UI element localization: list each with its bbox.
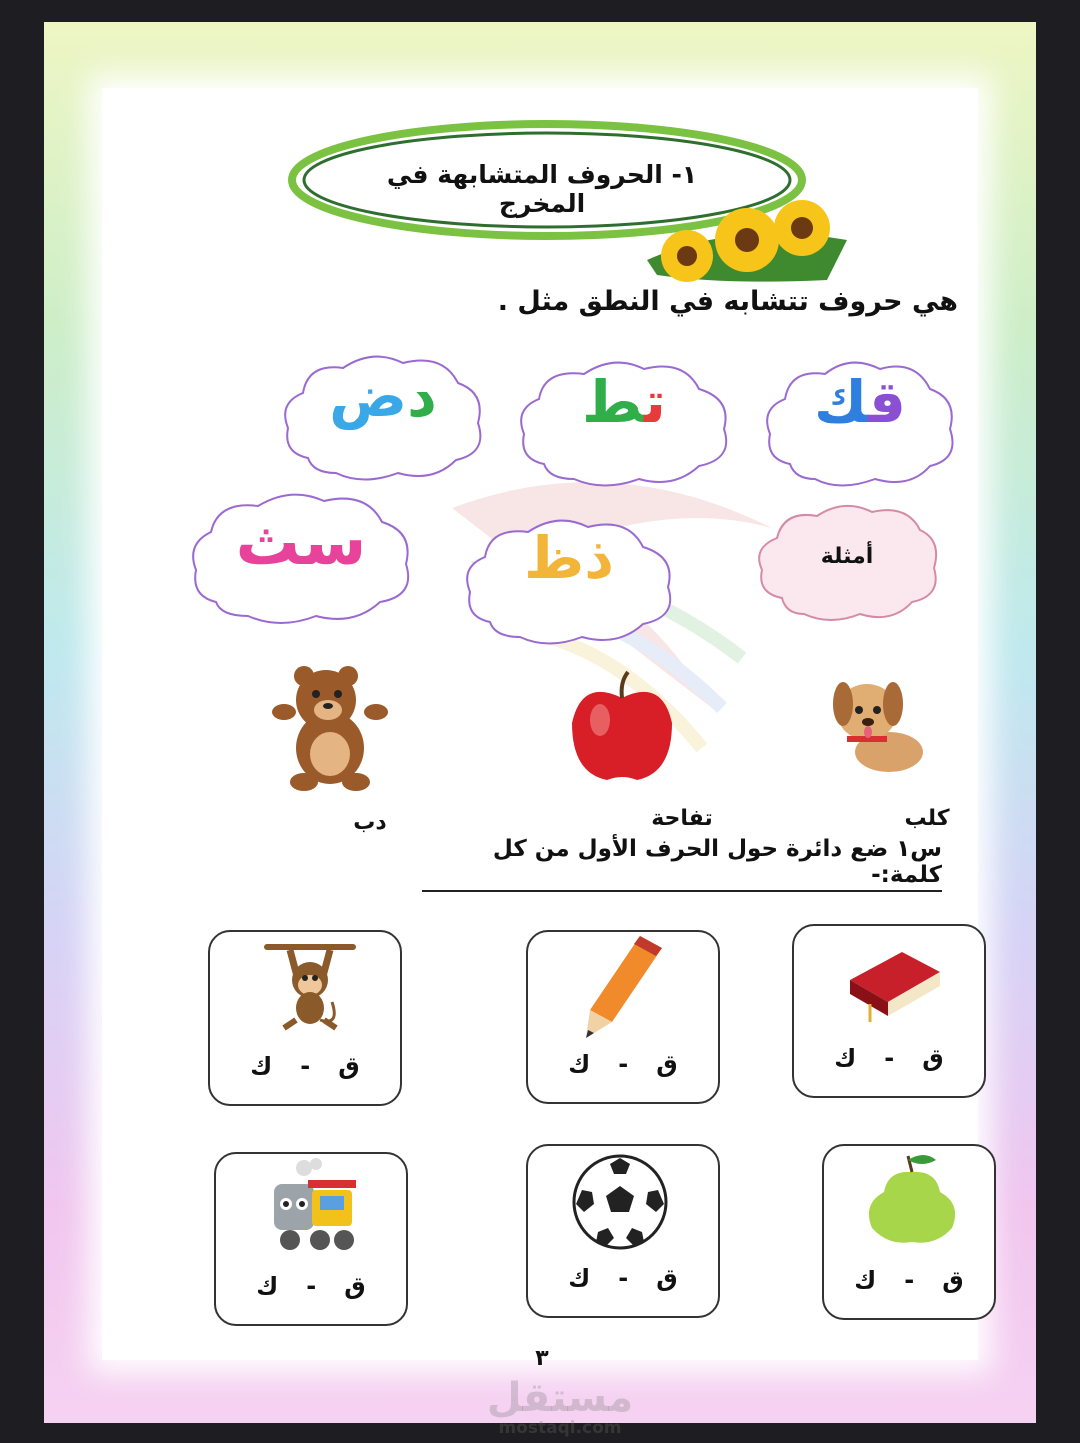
apple-icon: [562, 668, 682, 788]
soccer-ball-icon: [570, 1152, 670, 1252]
letter-dal: د: [407, 362, 437, 430]
letter-thal: ذ: [584, 524, 614, 592]
examples-label: أمثلة: [820, 544, 874, 569]
page-title: ١- الحروف المتشابهة في المخرج: [386, 160, 698, 218]
rainbow-frame: [44, 22, 1036, 1438]
bear-icon: [270, 656, 390, 794]
choice-kaf[interactable]: ك: [250, 1052, 273, 1080]
letter-qaf: ق: [868, 368, 906, 436]
choice-separator: -: [904, 1266, 915, 1294]
choice-row: [794, 1044, 984, 1072]
pear-icon: [858, 1150, 966, 1246]
letter-pair-thal-dha: [472, 524, 666, 592]
choice-row: [216, 1272, 406, 1300]
choice-qaf[interactable]: ق: [656, 1050, 678, 1078]
choice-kaf[interactable]: ك: [834, 1044, 857, 1072]
choice-separator: -: [884, 1044, 895, 1072]
question-1: س١ ضع دائرة حول الحرف الأول من كل كلمة:-: [422, 836, 942, 892]
choice-qaf[interactable]: ق: [922, 1044, 944, 1072]
letter-kaf: ك: [814, 368, 869, 436]
intro-text: هي حروف تتشابه في النطق مثل .: [497, 286, 958, 317]
book-icon: [840, 942, 944, 1024]
choice-kaf[interactable]: ك: [568, 1050, 591, 1078]
choice-separator: -: [300, 1052, 311, 1080]
choice-qaf[interactable]: ق: [656, 1264, 678, 1292]
exercise-card-monkey: [208, 930, 402, 1106]
choice-qaf[interactable]: ق: [338, 1052, 360, 1080]
letter-sin: س: [303, 506, 367, 580]
choice-qaf[interactable]: ق: [942, 1266, 964, 1294]
letter-tta: ط: [582, 368, 645, 436]
choice-kaf[interactable]: ك: [568, 1264, 591, 1292]
letter-dad: ض: [329, 362, 408, 430]
choice-row: [824, 1266, 994, 1294]
example-word-bear: دب: [353, 810, 387, 835]
letter-tha: ث: [235, 506, 304, 580]
letter-pair-sin-tha: [198, 506, 404, 580]
choice-separator: -: [618, 1264, 629, 1292]
choice-row: [528, 1050, 718, 1078]
choice-row: [210, 1052, 400, 1080]
train-icon: [264, 1156, 364, 1256]
exercise-card-book: [792, 924, 986, 1098]
monkey-icon: [260, 940, 360, 1032]
worksheet-page: [102, 88, 978, 1438]
example-word-apple: تفاحة: [651, 806, 713, 831]
dog-icon: [827, 664, 937, 776]
letter-pair-dal-dad: [290, 362, 476, 430]
choice-qaf[interactable]: ق: [344, 1272, 366, 1300]
letter-pair-qaf-kaf: [772, 368, 948, 436]
watermark-latin: mostaql.com: [498, 1418, 622, 1438]
letter-pair-ta-tta: [526, 368, 722, 436]
page-number: ٣: [535, 1346, 549, 1371]
exercise-card-pear: [822, 1144, 996, 1320]
choice-row: [528, 1264, 718, 1292]
choice-separator: -: [306, 1272, 317, 1300]
letter-dha: ظ: [523, 524, 585, 592]
exercise-card-ball: [526, 1144, 720, 1318]
exercise-card-pencil: [526, 930, 720, 1104]
mostaql-watermark: [470, 1375, 650, 1438]
exercise-card-train: [214, 1152, 408, 1326]
choice-separator: -: [618, 1050, 629, 1078]
watermark-arabic: مستقل: [486, 1375, 634, 1421]
example-word-dog: كلب: [904, 806, 950, 831]
choice-kaf[interactable]: ك: [256, 1272, 279, 1300]
pencil-icon: [578, 932, 668, 1042]
letter-ta: ت: [644, 368, 666, 436]
choice-kaf[interactable]: ك: [854, 1266, 877, 1294]
